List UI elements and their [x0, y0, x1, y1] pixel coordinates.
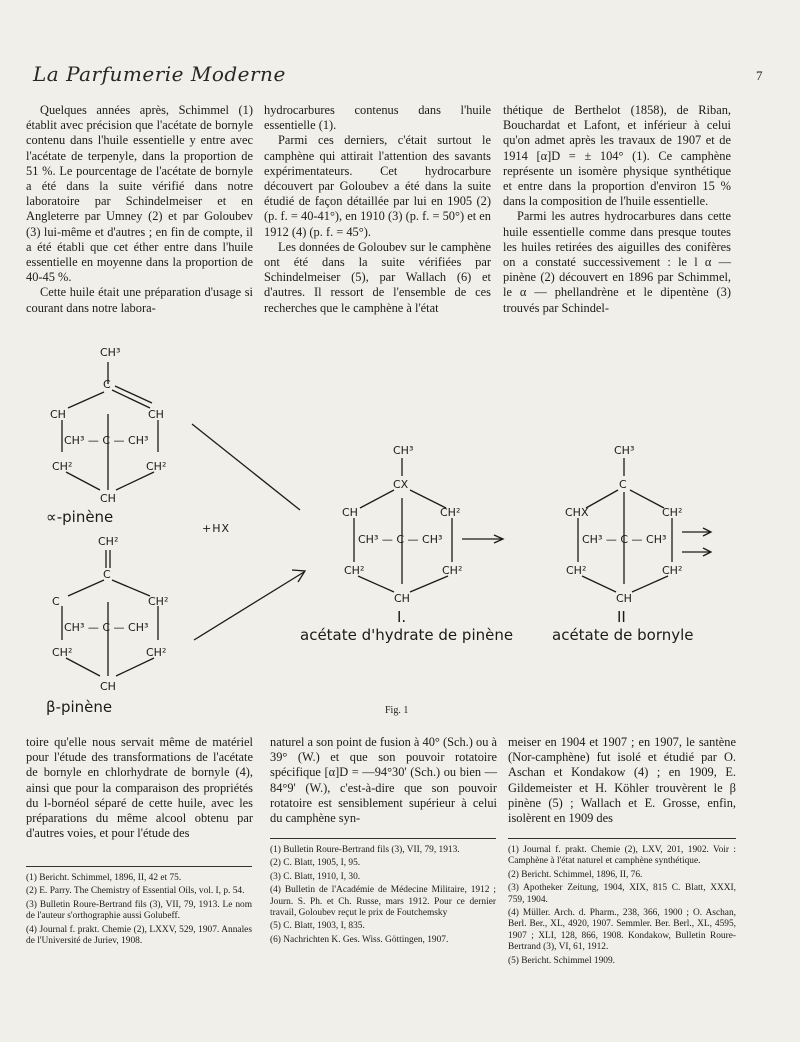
paragraph: Parmi les autres hydrocarbures dans cette huile essentielle comme dans presque toutes les huiles retirées des aiguilles des conifères on a constaté successivement : le l α — pinène (2) découvert en 1896 par Schimmel, le α — phellandrène et le dipentène (3) trouvés par Schindel- — [503, 209, 731, 315]
atom-label: CX — [393, 478, 409, 491]
atom-label: CH² — [52, 460, 73, 473]
product-1-label: acétate d'hydrate de pinène — [300, 626, 514, 644]
atom-label: CH³ — C — CH³ — [358, 533, 443, 546]
footnote: (1) Journal f. prakt. Chemie (2), LXV, 201, 1902. Voir : Camphène à l'état naturel et camphène synthétique. — [508, 845, 736, 867]
footnotes-column-2 — [270, 845, 496, 948]
alpha-pinene-label: ∝-pinène — [46, 508, 114, 526]
journal-title: La Parfumerie Moderne — [33, 62, 286, 86]
footnote: (4) Bulletin de l'Académie de Médecine Militaire, 1912 ; Journ. S. Ph. et Ch. Russe, mars 1912. Pour ce dernier travail, Goloubev reçut le prix de Foutchemsky — [270, 885, 496, 919]
paragraph: hydrocarbures contenus dans l'huile essentielle (1). — [264, 103, 491, 133]
product-2-label: acétate de bornyle — [552, 626, 694, 644]
atom-label: CH² — [440, 506, 461, 519]
paragraph: thétique de Berthelot (1858), de Riban, Bouchardat et Lafont, et inférieur à celui qu'on admet après les travaux de 1907 et de 1914 [α]D = ± 104° (1). Ce camphène représente un isomère physique synthétique et entre dans la proportion d'environ 15 % dans la composition de l'huile essentielle. — [503, 103, 731, 209]
figure-caption: Fig. 1 — [385, 705, 409, 716]
footnote: (3) Apotheker Zeitung, 1904, XIX, 815 C. Blatt, XXXI, 759, 1904. — [508, 883, 736, 905]
atom-label: CH — [616, 592, 632, 605]
footnotes-column-1 — [26, 873, 252, 949]
atom-label: C — [103, 568, 111, 581]
atom-label: CH — [100, 680, 116, 693]
atom-label: CH³ — C — CH³ — [582, 533, 667, 546]
atom-label: CH² — [52, 646, 73, 659]
footnote: (1) Bericht. Schimmel, 1896, II, 42 et 75. — [26, 873, 182, 883]
atom-label: C — [619, 478, 627, 491]
atom-label: CH² — [344, 564, 365, 577]
atom-label: CH³ — C — CH³ — [64, 434, 149, 447]
top-column-3 — [503, 103, 731, 316]
top-column-1 — [26, 103, 253, 316]
atom-label: CH — [100, 492, 116, 505]
bottom-column-3 — [508, 735, 736, 826]
footnote: (5) C. Blatt, 1903, I, 835. — [270, 921, 365, 932]
footnote: (2) Bericht. Schimmel, 1896, II, 76. — [508, 869, 643, 880]
atom-label: CH — [394, 592, 410, 605]
footnote: (4) Journal f. prakt. Chemie (2), LXXV, 529, 1907. Annales de l'Université de Juriev, 1908. — [26, 924, 252, 947]
footnote: (5) Bericht. Schimmel 1909. — [508, 955, 616, 966]
paragraph: Les données de Goloubev sur le camphène ont été dans la suite vérifiées par Schindelmeiser (5), par Wallach (6) et d'autres. Il ressort de l'ensemble de ces recherches que le camphène à l'état — [264, 239, 491, 315]
atom-label: CH — [148, 408, 164, 421]
footnote-rule — [508, 838, 736, 839]
atom-label: CH³ — [614, 444, 635, 457]
product-2-numeral: II — [617, 608, 626, 626]
footnote: (2) C. Blatt, 1905, I, 95. — [270, 858, 361, 869]
top-column-2 — [264, 103, 491, 316]
atom-label: CH² — [662, 564, 683, 577]
footnotes-column-3 — [508, 845, 736, 969]
footnote-rule — [26, 866, 252, 867]
atom-label: CH — [342, 506, 358, 519]
atom-label: CH² — [662, 506, 683, 519]
footnote: (1) Bulletin Roure-Bertrand fils (3), VII, 79, 1913. — [270, 845, 460, 855]
product-1-numeral: I. — [397, 608, 407, 626]
footnote: (2) E. Parry. The Chemistry of Essential Oils, vol. I, p. 54. — [26, 886, 245, 897]
atom-label: C — [103, 378, 111, 391]
atom-label: CH² — [146, 460, 167, 473]
atom-label: CH — [50, 408, 66, 421]
beta-pinene-label: β-pinène — [46, 698, 113, 716]
chemical-reaction-figure — [0, 340, 800, 720]
paragraph: naturel a son point de fusion à 40° (Sch.) ou à 39° (W.) et que son pouvoir rotatoire spécifique [α]D = —94°30' (Sch.) ou bien —84°9' (W.), c'est-à-dire que son pouvoir rotatoire est sensiblement supérieur à celui du camphène syn- — [270, 735, 497, 826]
footnote: (4) Müller. Arch. d. Pharm., 238, 366, 1900 ; O. Aschan, Berl. Ber., XL, 4920, 1907. Semmler. Ber. Berl., XL, 4595, 1907 ; XLI, 128, 866, 1908. Kondakow, Bulletin Roure-Bertrand (3), VI, 61, 1912. — [508, 908, 736, 953]
atom-label: CH² — [442, 564, 463, 577]
atom-label: CH² — [148, 595, 169, 608]
paragraph: Quelques années après, Schimmel (1) établit avec précision que l'acétate de bornyle contenu dans l'huile essentielle y entre avec l'acétate de terpenyle, dans la proportion de 51 %. Le pourcentage de l'acétate de bornyle a été dans la suite vérifié dans notre laboratoire par Schindelmeiser et en Angleterre par Umney (2) et par Goloubev (3) lui-même et d'autres ; en fin de compte, il a été établi que cet éther entre dans l'huile essentielle en moyenne dans la proportion de 40-45 %. — [26, 103, 253, 285]
atom-label: CH² — [566, 564, 587, 577]
atom-label: CH³ — [100, 346, 121, 359]
footnote: (6) Nachrichten K. Ges. Wiss. Göttingen, 1907. — [270, 934, 449, 945]
footnote: (3) Bulletin Roure-Bertrand fils (3), VII, 79, 1913. Le nom de l'auteur s'orthographie aussi Golubeff. — [26, 899, 252, 922]
footnote-rule — [270, 838, 496, 839]
atom-label: C — [52, 595, 60, 608]
atom-label: CH² — [98, 535, 119, 548]
bottom-column-2 — [270, 735, 497, 826]
atom-label: CHX — [565, 506, 589, 519]
paragraph: meiser en 1904 et 1907 ; en 1907, le santène (Nor-camphène) fut isolé et étudié par O. Aschan et Kondakow (4) ; en 1909, E. Gildemeister et H. Köhler trouvèrent le β pinène (5) ; Wallach et E. Grosse, enfin, isolèrent en 1909 des — [508, 735, 736, 826]
atom-label: CH² — [146, 646, 167, 659]
paragraph: toire qu'elle nous servait même de matériel pour l'étude des transformations de l'acétate de bornyle en chlorhydrate de bornyle (4), ainsi que pour la comparaison des propriétés du l-bornéol séparé de cette huile, avec les préparations du même alcool obtenu par d'autres voies, et pour l'étude des — [26, 735, 253, 841]
atom-label: CH³ — [393, 444, 414, 457]
atom-label: CH³ — C — CH³ — [64, 621, 149, 634]
reagent-label: +HX — [202, 522, 231, 535]
bottom-column-1 — [26, 735, 253, 841]
paragraph: Parmi ces derniers, c'était surtout le camphène qui attirait l'attention des savants expérimentateurs. Cet hydrocarbure découvert par Goloubev a été dans la suite étudié de façon détaillée par lui en 1905 (2) (p. f. = 40-41°), en 1910 (3) (p. f. = 50°) et en 1912 (4) (p. f. = 45°). — [264, 133, 491, 239]
footnote: (3) C. Blatt, 1910, I, 30. — [270, 871, 361, 882]
paragraph: Cette huile était une préparation d'usage si courant dans notre labora- — [26, 285, 253, 315]
page-number: 7 — [756, 68, 763, 83]
